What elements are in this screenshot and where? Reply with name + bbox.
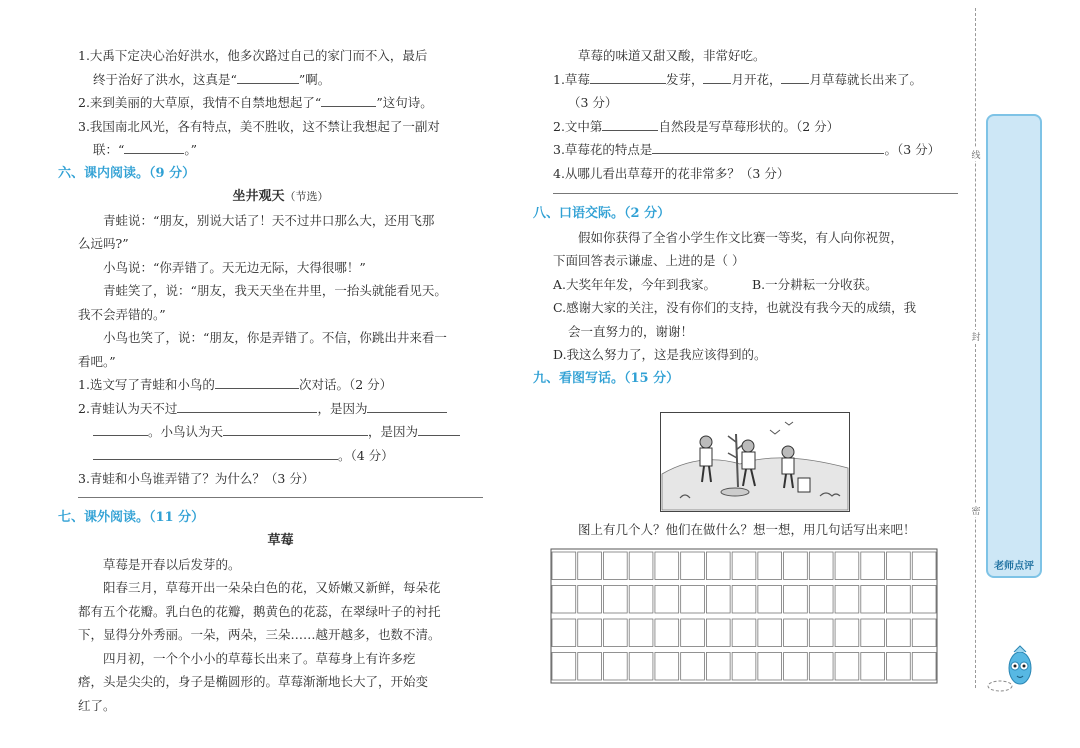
passage-line: 青蛙说：“朋友，别说大话了！天不过井口那么大，还用飞那 bbox=[103, 212, 435, 228]
passage-line: 看吧。” bbox=[78, 353, 116, 369]
passage-title: 坐井观天（节选） bbox=[232, 189, 329, 204]
passage-line: 小鸟也笑了，说：“朋友，你是弄错了。不信，你跳出井来看一 bbox=[103, 330, 447, 345]
option-c-cont: 会一直努力的，谢谢！ bbox=[568, 323, 694, 339]
writing-prompt-wrap bbox=[553, 518, 958, 542]
question-line: 4.从哪儿看出草莓开的花非常多？（3 分） bbox=[553, 165, 790, 181]
section-heading: 八、口语交际。（2 分） bbox=[533, 206, 671, 221]
answer-blank[interactable] bbox=[703, 69, 731, 84]
option-b[interactable]: B.一分耕耘一分收获。 bbox=[751, 276, 878, 292]
answer-blank[interactable] bbox=[652, 139, 884, 154]
seal-char: 封 bbox=[971, 330, 981, 343]
passage-line: 都有五个花瓣。乳白色的花瓣，鹅黄色的花蕊，在翠绿叶子的衬托 bbox=[78, 603, 441, 619]
answer-line[interactable] bbox=[553, 193, 958, 194]
question-line: 。（4 分） bbox=[78, 444, 483, 468]
passage-line: 下，显得分外秀丽。一朵，两朵，三朵……越开越多，也数不清。 bbox=[78, 627, 441, 642]
question-line: 联：“ 。” bbox=[78, 138, 483, 162]
seal-char: 线 bbox=[971, 148, 981, 161]
question-line: 终于治好了洪水，这真是“ ”啊。 bbox=[78, 68, 483, 92]
right-column bbox=[533, 44, 958, 390]
question-line: 2.来到美丽的大草原，我情不自禁地想起了“ ”这句诗。 bbox=[78, 91, 483, 115]
answer-blank[interactable] bbox=[781, 69, 809, 84]
left-column bbox=[58, 44, 483, 717]
passage-line: 阳春三月，草莓开出一朵朵白色的花，又娇嫩又新鲜，每朵花 bbox=[103, 580, 441, 595]
section-heading: 九、看图写话。（15 分） bbox=[533, 370, 680, 386]
tree-planting-illustration bbox=[660, 412, 850, 516]
writing-grid[interactable] bbox=[550, 548, 938, 688]
question-line: 3.草莓花的特点是 。（3 分） bbox=[553, 138, 958, 162]
option-d[interactable]: D.我这么努力了，这是我应该得到的。 bbox=[553, 347, 767, 362]
question-line: 3.青蛙和小鸟谁弄错了？为什么？（3 分） bbox=[78, 471, 315, 486]
section-heading: 七、课外阅读。（11 分） bbox=[58, 509, 205, 525]
answer-blank[interactable] bbox=[223, 421, 368, 436]
passage-line: 小鸟说：“你弄错了。天无边无际，大得很哪！” bbox=[103, 259, 366, 275]
question-line: 1.大禹下定决心治好洪水，他多次路过自己的家门而不入，最后 bbox=[78, 48, 428, 63]
answer-blank[interactable] bbox=[124, 139, 184, 154]
answer-line[interactable] bbox=[78, 497, 483, 498]
writing-prompt: 图上有几个人？他们在做什么？想一想，用几句话写出来吧！ bbox=[578, 522, 916, 537]
passage-line: 青蛙笑了，说：“朋友，我天天坐在井里，一抬头就能看见天。 bbox=[103, 283, 447, 298]
answer-blank[interactable] bbox=[321, 92, 376, 107]
section-heading: 六、课内阅读。（9 分） bbox=[58, 165, 196, 181]
answer-blank[interactable] bbox=[237, 69, 299, 84]
question-line: 1.草莓 发芽， 月开花， 月草莓就长出来了。 bbox=[553, 68, 958, 92]
question-line: 2.青蛙认为天不过 ，是因为 bbox=[78, 397, 483, 421]
question-line: 。小鸟认为天 ，是因为 bbox=[78, 420, 483, 444]
passage-line: 草莓是开春以后发芽的。 bbox=[103, 556, 241, 572]
answer-blank[interactable] bbox=[602, 116, 658, 131]
answer-blank[interactable] bbox=[93, 445, 338, 460]
passage-line: 草莓的味道又甜又酸，非常好吃。 bbox=[578, 48, 766, 63]
question-stem: 下面回答表示谦虚、上进的是（ ） bbox=[553, 253, 745, 268]
binding-line bbox=[975, 8, 976, 688]
score-note: （3 分） bbox=[568, 95, 618, 110]
answer-blank[interactable] bbox=[177, 398, 317, 413]
answer-blank[interactable] bbox=[367, 398, 447, 413]
passage-line: 么远吗?” bbox=[78, 236, 129, 251]
passage-title: 草莓 bbox=[267, 533, 294, 548]
mascot-icon bbox=[984, 644, 1040, 698]
answer-blank[interactable] bbox=[418, 421, 460, 436]
question-stem: 假如你获得了全省小学生作文比赛一等奖，有人向你祝贺， bbox=[578, 229, 904, 245]
answer-blank[interactable] bbox=[215, 374, 299, 389]
teacher-comment-box[interactable] bbox=[986, 114, 1042, 578]
seal-char: 密 bbox=[971, 504, 981, 517]
question-line: 1.选文写了青蛙和小鸟的 次对话。（2 分） bbox=[78, 373, 483, 397]
passage-line: 瘩，头是尖尖的，身子是椭圆形的。草莓渐渐地长大了，开始变 bbox=[78, 674, 429, 689]
option-c[interactable]: C.感谢大家的关注，没有你们的支持，也就没有我今天的成绩，我 bbox=[553, 300, 917, 315]
option-a[interactable]: A.大奖年年发，今年到我家。 bbox=[553, 276, 717, 292]
passage-line: 四月初，一个个小小的草莓长出来了。草莓身上有许多疙 bbox=[103, 650, 416, 666]
passage-line: 红了。 bbox=[78, 697, 116, 713]
question-line: 3.我国南北风光，各有特点，美不胜收，这不禁让我想起了一副对 bbox=[78, 118, 440, 134]
option-row bbox=[553, 273, 958, 297]
passage-line: 我不会弄错的。” bbox=[78, 306, 166, 322]
question-line: 2.文中第 自然段是写草莓形状的。（2 分） bbox=[553, 115, 958, 139]
teacher-comment-label: 老师点评 bbox=[994, 561, 1034, 572]
answer-blank[interactable] bbox=[590, 69, 666, 84]
answer-blank[interactable] bbox=[93, 421, 148, 436]
